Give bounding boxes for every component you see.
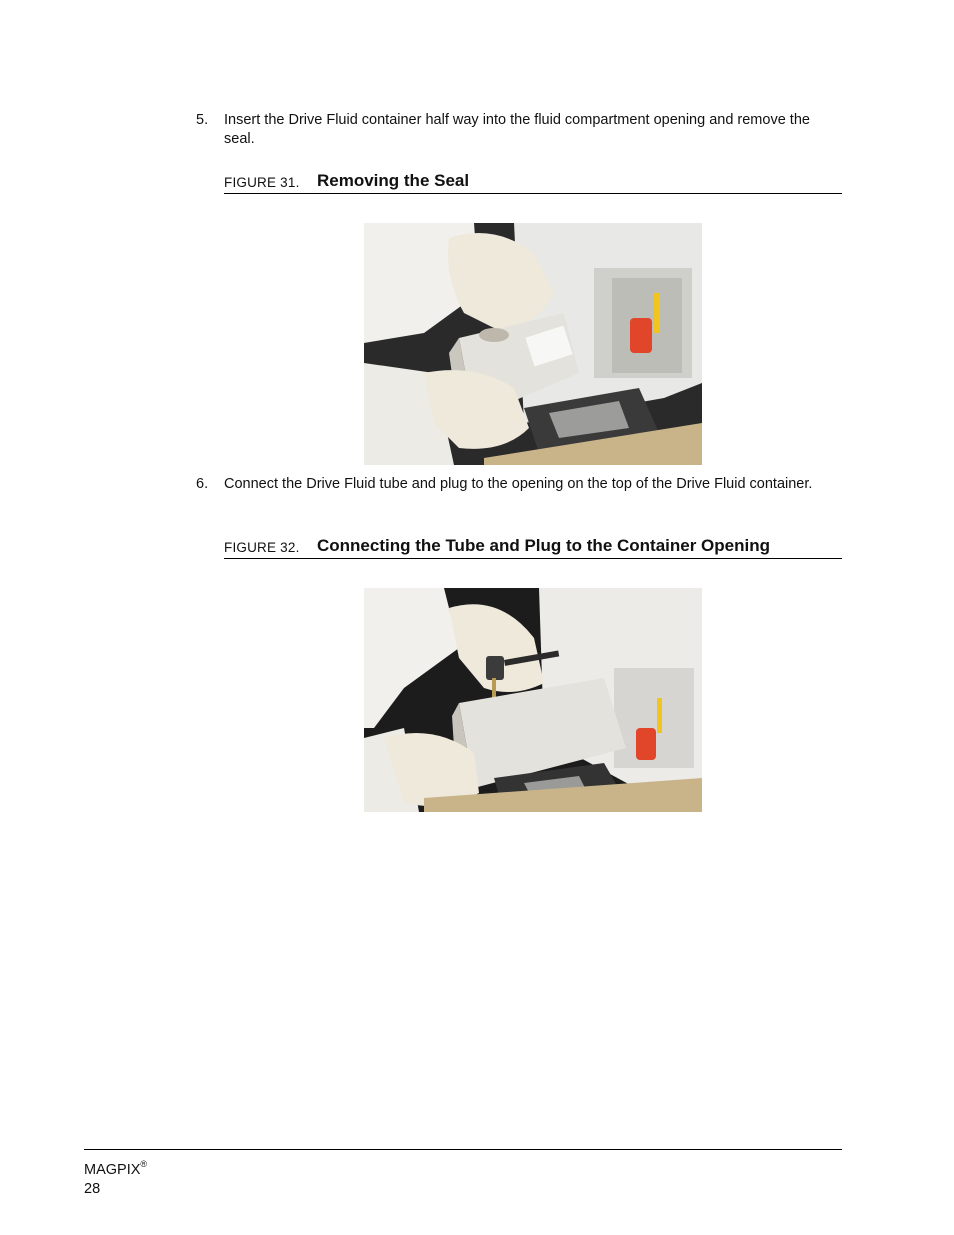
footer-brand bbox=[84, 1159, 148, 1178]
step-number: 5. bbox=[196, 112, 209, 128]
figure-31-photo bbox=[364, 223, 702, 465]
connecting-tube-photo bbox=[364, 588, 702, 812]
figure-31-caption bbox=[224, 171, 842, 194]
removing-seal-photo bbox=[364, 223, 702, 465]
brand-name: MAGPIX bbox=[84, 1162, 141, 1178]
footer-rule bbox=[84, 1149, 842, 1150]
step-text: Connect the Drive Fluid tube and plug to the opening on the top of the Drive Fluid container. bbox=[224, 476, 813, 492]
figure-32-caption bbox=[224, 536, 842, 559]
figure-label: FIGURE 32. bbox=[224, 540, 300, 555]
step-number: 6. bbox=[196, 476, 209, 492]
step-text: Insert the Drive Fluid container half way into the fluid compartment opening and remove the seal. bbox=[224, 112, 810, 147]
registered-mark: ® bbox=[140, 1159, 148, 1169]
figure-title: Removing the Seal bbox=[317, 171, 470, 190]
figure-label: FIGURE 31. bbox=[224, 175, 300, 190]
figure-title: Connecting the Tube and Plug to the Container Opening bbox=[317, 536, 770, 555]
page-number: 28 bbox=[84, 1181, 101, 1197]
figure-32-photo bbox=[364, 588, 702, 812]
